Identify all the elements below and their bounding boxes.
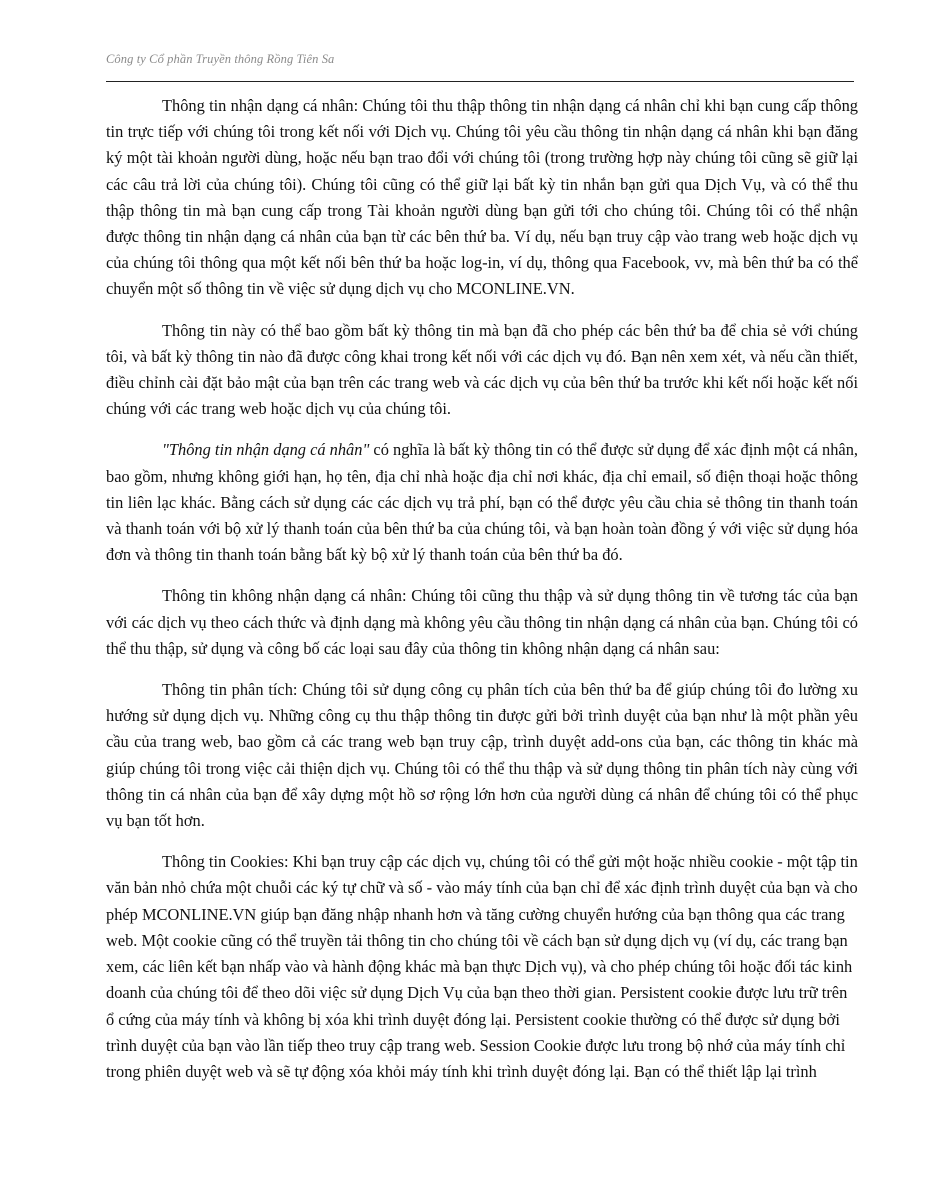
paragraph-cookies-info: Thông tin Cookies: Khi bạn truy cập các dịch vụ, chúng tôi có thể gửi một hoặc nhiều cookie - một tập tin văn bản nhỏ chứa một chuỗi các ký tự chữ và số - vào máy tính của bạn chỉ để xác định trình duyệt của bạn và cho phép MCONLINE.VN giúp bạn đăng nhập nhanh hơn và tăng cường chuyển hướng của bạn thông qua các trang web. Một cookie cũng có thể truyền tải thông tin cho chúng tôi về cách bạn sử dụng dịch vụ (ví dụ, các trang bạn xem, các liên kết bạn nhấp vào và hành động khác mà bạn thực Dịch vụ), và cho phép chúng tôi hoặc đối tác kinh doanh của chúng tôi để theo dõi việc sử dụng Dịch Vụ của bạn theo thời gian. Persistent cookie được lưu trữ trên ổ cứng của máy tính và không bị xóa khi trình duyệt đóng lại. Persistent cookie thường có thể được sử dụng bởi trình duyệt của bạn vào lần tiếp theo truy cập trang web. Session Cookie được lưu trong bộ nhớ của máy tính chỉ trong phiên duyệt web và sẽ tự động xóa khỏi máy tính khi trình duyệt đóng lại. Bạn có thể thiết lập lại trình (106, 852, 858, 1081)
document-body (106, 93, 858, 1100)
paragraph-non-personal-info: Thông tin không nhận dạng cá nhân: Chúng tôi cũng thu thập và sử dụng thông tin về tương tác của bạn với các dịch vụ theo cách thức và định dạng mà không yêu cầu thông tin nhận dạng cá nhân của bạn. Chúng tôi có thể thu thập, sử dụng và công bố các loại sau đây của thông tin không nhận dạng cá nhân sau: (106, 586, 858, 658)
paragraph-third-party-info: Thông tin này có thể bao gồm bất kỳ thông tin mà bạn đã cho phép các bên thứ ba để chia sẻ với chúng tôi, và bất kỳ thông tin nào đã được công khai trong kết nối với các dịch vụ đó. Bạn nên xem xét, và nếu cần thiết, điều chỉnh cài đặt bảo mật của bạn trên các trang web và các dịch vụ của bên thứ ba trước khi kết nối hoặc kết nối chúng với các trang web hoặc dịch vụ của chúng tôi. (106, 320, 858, 419)
definition-term: "Thông tin nhận dạng cá nhân" (162, 440, 370, 460)
paragraph-personal-info: Thông tin nhận dạng cá nhân: Chúng tôi thu thập thông tin nhận dạng cá nhân chỉ khi bạn cung cấp thông tin trực tiếp với chúng tôi trong kết nối với Dịch vụ. Chúng tôi yêu cầu thông tin nhận dạng cá nhân khi bạn đăng ký một tài khoản người dùng, hoặc nếu bạn trao đổi với chúng tôi (trong trường hợp này chúng tôi cũng sẽ giữ lại các câu trả lời của chúng tôi). Chúng tôi cũng có thể giữ lại bất kỳ tin nhắn bạn gửi qua Dịch Vụ, và có thể thu thập thông tin mà bạn cung cấp trong Tài khoản người dùng bạn gửi tới cho chúng tôi. Chúng tôi có thể nhận được thông tin nhận dạng cá nhân của bạn từ các bên thứ ba. Ví dụ, nếu bạn truy cập vào trang web hoặc dịch vụ của chúng tôi thông qua một kết nối bên thứ ba hoặc log-in, ví dụ, thông qua Facebook, vv, mà bên thứ ba có thể chuyển một số thông tin về việc sử dụng dịch vụ cho MCONLINE.VN. (106, 96, 858, 299)
paragraph-definition (106, 437, 858, 568)
definition-text: có nghĩa là bất kỳ thông tin có thể được sử dụng để xác định một cá nhân, bao gồm, nhưng không giới hạn, họ tên, địa chỉ nhà hoặc địa chỉ nơi khác, địa chỉ email, số điện thoại hoặc thông tin liên lạc khác. Bằng cách sử dụng các các dịch vụ trả phí, bạn có thể được yêu cầu chia sẻ thông tin thanh toán và thanh toán với bộ xử lý thanh toán của bên thứ ba của chúng tôi, và bạn hoàn toàn đồng ý với việc sử dụng hóa đơn và thông tin thanh toán bằng bất kỳ bộ xử lý thanh toán của bên thứ ba đó. (106, 440, 858, 565)
paragraph-analytics-info: Thông tin phân tích: Chúng tôi sử dụng công cụ phân tích của bên thứ ba để giúp chúng tôi đo lường xu hướng sử dụng dịch vụ. Những công cụ thu thập thông tin được gửi bởi trình duyệt của bạn như là một phần yêu cầu của trang web, bao gồm cả các trang web bạn truy cập, trình duyệt add-ons của bạn, các thông tin khác mà giúp chúng tôi trong việc cải thiện dịch vụ. Chúng tôi có thể thu thập và sử dụng thông tin phân tích này cùng với thông tin cá nhân của bạn để xây dựng một hồ sơ rộng lớn hơn của người dùng cá nhân để chúng tôi có thể phục vụ bạn tốt hơn. (106, 680, 858, 831)
page-header-company: Công ty Cổ phần Truyền thông Rồng Tiên Sa (106, 52, 335, 66)
header-divider (106, 81, 854, 82)
